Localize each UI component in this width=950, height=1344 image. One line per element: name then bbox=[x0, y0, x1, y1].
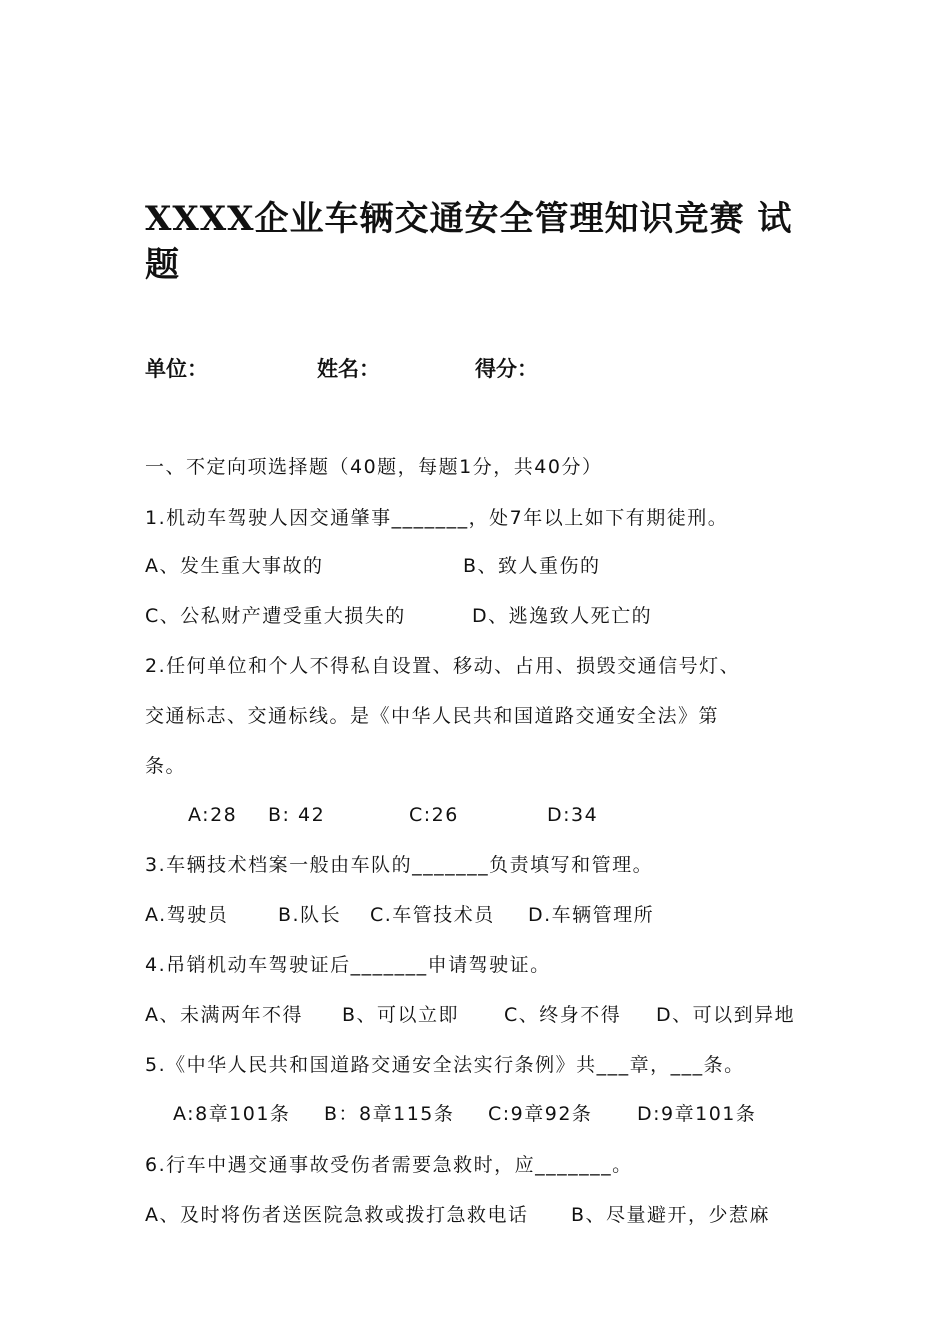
option: D:9章101条 bbox=[637, 1103, 757, 1125]
score-label: 得分： bbox=[475, 357, 538, 381]
header-fields bbox=[145, 354, 845, 384]
unit-label: 单位： bbox=[145, 357, 208, 381]
option: B：8章115条 bbox=[324, 1103, 455, 1125]
name-label: 姓名： bbox=[317, 357, 380, 381]
option: C.车管技术员 bbox=[370, 904, 495, 926]
option: A.驾驶员 bbox=[145, 904, 229, 926]
option: B、尽量避开，少惹麻 bbox=[571, 1204, 771, 1226]
question-2-options bbox=[0, 800, 950, 830]
question-1-options-row2 bbox=[0, 601, 950, 631]
question-5-options bbox=[0, 1099, 950, 1129]
question-3-text: 3.车辆技术档案一般由车队的_______负责填写和管理。 bbox=[145, 854, 654, 876]
question-2-text: 交通标志、交通标线。是《中华人民共和国道路交通安全法》第 bbox=[145, 705, 720, 727]
question-4-options bbox=[0, 1000, 950, 1030]
question-4-text: 4.吊销机动车驾驶证后_______申请驾驶证。 bbox=[145, 954, 551, 976]
option: D、可以到异地 bbox=[656, 1004, 796, 1026]
question-1-text: 1.机动车驾驶人因交通肇事_______，处7年以上如下有期徒刑。 bbox=[145, 507, 729, 529]
question-2-text: 2.任何单位和个人不得私自设置、移动、占用、损毁交通信号灯、 bbox=[145, 655, 741, 677]
option: D.车辆管理所 bbox=[528, 904, 655, 926]
question-6-options bbox=[0, 1200, 950, 1230]
option: A、发生重大事故的 bbox=[145, 555, 324, 577]
option: B.队长 bbox=[278, 904, 342, 926]
question-6-text: 6.行车中遇交通事故受伤者需要急救时，应_______。 bbox=[145, 1154, 633, 1176]
question-3-options bbox=[0, 900, 950, 930]
question-5-text: 5.《中华人民共和国道路交通安全法实行条例》共___章，___条。 bbox=[145, 1054, 745, 1076]
option: C:9章92条 bbox=[488, 1103, 593, 1125]
option: D:34 bbox=[547, 804, 599, 826]
section-heading: 一、不定向项选择题（40题，每题1分，共40分） bbox=[145, 456, 603, 478]
option: D、逃逸致人死亡的 bbox=[472, 605, 653, 627]
option: C、终身不得 bbox=[504, 1004, 622, 1026]
option: A、及时将伤者送医院急救或拨打急救电话 bbox=[145, 1204, 529, 1226]
option: A:8章101条 bbox=[173, 1103, 291, 1125]
option: B: 42 bbox=[268, 804, 326, 826]
option: C、公私财产遭受重大损失的 bbox=[145, 605, 406, 627]
option: B、可以立即 bbox=[342, 1004, 460, 1026]
question-2-text: 条。 bbox=[145, 755, 187, 777]
option: A:28 bbox=[188, 804, 238, 826]
document-title: XXXX企业车辆交通安全管理知识竞赛 试 题 bbox=[145, 199, 793, 285]
option: C:26 bbox=[409, 804, 459, 826]
option: A、未满两年不得 bbox=[145, 1004, 303, 1026]
question-1-options-row1 bbox=[0, 551, 950, 581]
option: B、致人重伤的 bbox=[463, 555, 601, 577]
